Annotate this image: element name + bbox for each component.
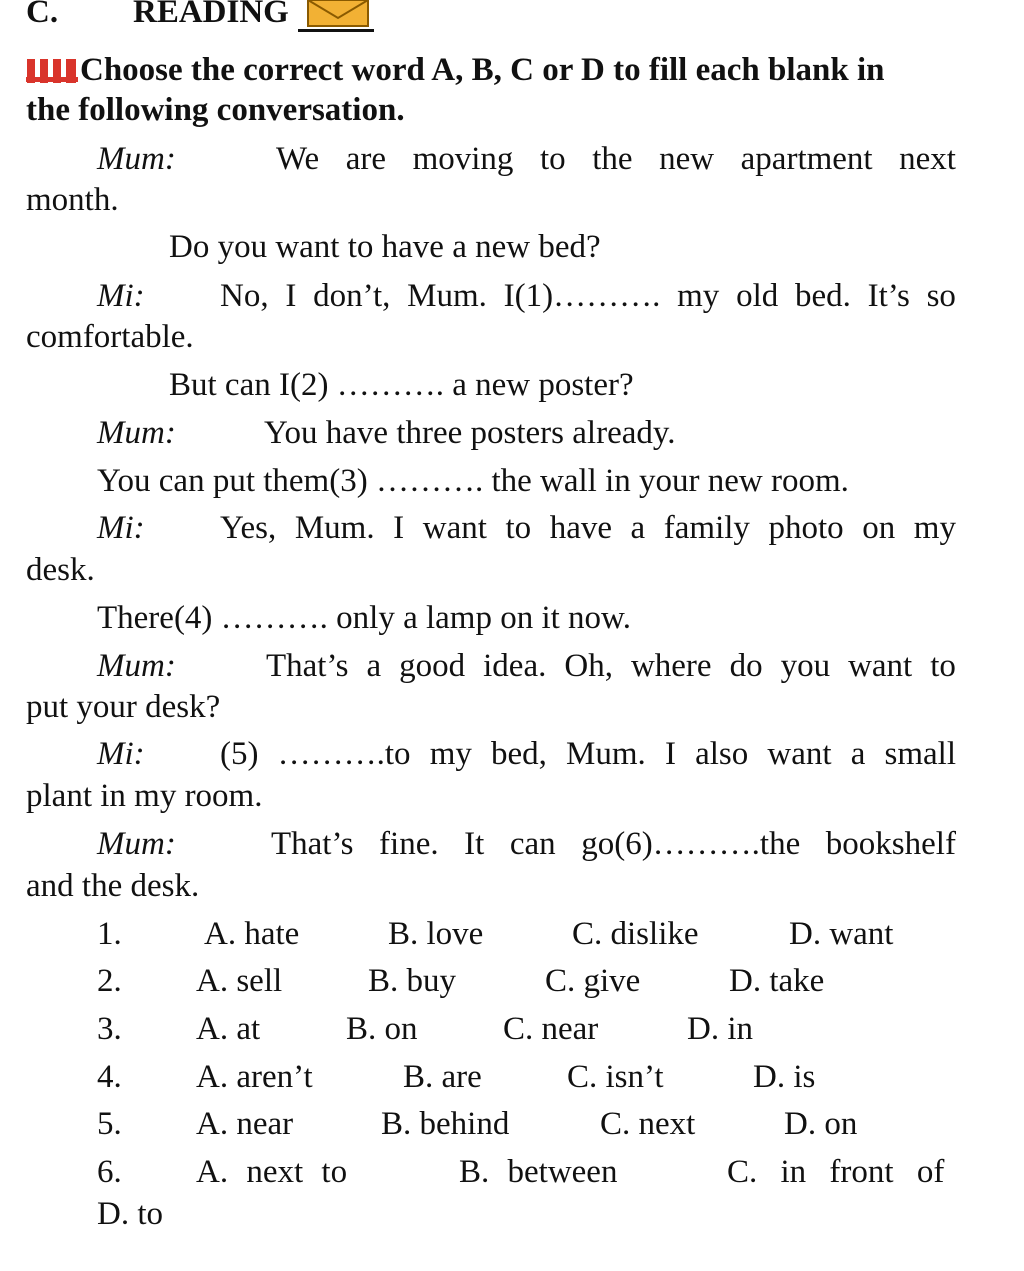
option-c: C. next [600,1106,696,1142]
word: my [913,510,956,546]
word: to [505,510,532,546]
word: good [399,648,466,684]
word: family [663,510,750,546]
word: (5) [220,736,259,772]
word: bookshelf [825,826,956,862]
question-number: 4. [97,1059,122,1095]
option-c: C. isn’t [567,1059,664,1095]
speaker-label: Mi: [97,510,145,546]
option-b: B. behind [381,1106,510,1142]
word: want [422,510,487,546]
word: fine. [379,826,439,862]
option-d: D. is [753,1059,816,1095]
word: I [285,278,297,314]
question-number: 5. [97,1106,122,1142]
dialogue-line [266,646,956,686]
word: I [393,510,405,546]
option-c: C. near [503,1011,599,1047]
word: We [276,141,320,177]
option-d: D. to [97,1196,163,1232]
option-c: C. in front of [727,1154,945,1190]
word: next [899,141,956,177]
blank-5: ……….to [277,736,411,772]
option-a: A. at [196,1011,261,1047]
word: Mum. [566,736,646,772]
option-b: B. on [346,1011,418,1047]
speaker-label: Mi: [97,736,145,772]
word: moving [412,141,514,177]
option-b: B. between [459,1154,618,1190]
option-a: A. sell [196,963,283,999]
option-a: A. next to [196,1154,348,1190]
dialogue-line-continuation: desk. [26,552,95,588]
exercise-icon [26,58,78,84]
word: my [429,736,472,772]
blank-6: go(6)……….the [581,826,801,862]
option-a: A. aren’t [196,1059,313,1095]
word: do [729,648,763,684]
word: you [780,648,831,684]
speaker-label: Mum: [97,141,176,177]
dialogue-line-continuation: put your desk? [26,689,221,725]
dialogue-line-continuation: comfortable. [26,319,194,355]
option-c: C. dislike [572,916,699,952]
word: want [848,648,913,684]
dialogue-line: You have three posters already. [264,415,676,451]
speaker-label: Mi: [97,278,145,314]
dialogue-line: Do you want to have a new bed? [169,229,601,265]
instruction-line-1: Choose the correct word A, B, C or D to fill each blank in [80,52,885,88]
question-number: 2. [97,963,122,999]
word: Oh, [564,648,613,684]
option-c: C. give [545,963,641,999]
option-b: B. buy [368,963,457,999]
option-d: D. want [789,916,894,952]
word: idea. [483,648,547,684]
word: the [592,141,633,177]
dialogue-line-blank-3: You can put them(3) ………. the wall in your new room. [97,463,849,499]
dialogue-line [220,734,956,774]
dialogue-line [220,276,956,316]
word: a [630,510,646,546]
word: have [549,510,612,546]
option-a: A. hate [204,916,300,952]
word: bed. [794,278,851,314]
word: where [630,648,712,684]
option-d: D. take [729,963,825,999]
instruction-line-2: the following conversation. [26,92,405,128]
word: also [695,736,749,772]
word: a [850,736,866,772]
envelope-icon [306,0,370,28]
word: That’s [271,826,354,862]
dialogue-line-continuation: plant in my room. [26,778,263,814]
dialogue-line-continuation: and the desk. [26,868,200,904]
word: on [862,510,896,546]
question-number: 3. [97,1011,122,1047]
question-number: 1. [97,916,122,952]
word: apartment [740,141,873,177]
word: are [345,141,387,177]
speaker-label: Mum: [97,826,176,862]
word: to [539,141,566,177]
dialogue-line-blank-2: But can I(2) ………. a new poster? [169,367,634,403]
word: so [926,278,956,314]
blank-1: I(1)………. [503,278,661,314]
option-b: B. are [403,1059,482,1095]
word: my [677,278,720,314]
word: Mum. [294,510,375,546]
word: small [884,736,956,772]
dialogue-line-continuation: month. [26,182,119,218]
word: Yes, [220,510,277,546]
word: want [767,736,832,772]
word: Mum. [407,278,487,314]
dialogue-line [220,508,956,548]
word: bed, [491,736,547,772]
dialogue-line [271,824,956,864]
word: don’t, [313,278,391,314]
option-a: A. near [196,1106,294,1142]
dialogue-line-blank-4: There(4) ………. only a lamp on it now. [97,600,631,636]
word: photo [768,510,844,546]
word: new [659,141,715,177]
option-d: D. on [784,1106,858,1142]
option-b: B. love [388,916,484,952]
speaker-label: Mum: [97,648,176,684]
question-number: 6. [97,1154,122,1190]
option-d: D. in [687,1011,753,1047]
dialogue-line [276,139,956,179]
word: can [509,826,556,862]
word: No, [220,278,269,314]
section-letter: C. [26,0,59,30]
speaker-label: Mum: [97,415,176,451]
word: a [366,648,382,684]
word: to [930,648,956,684]
word: I [664,736,676,772]
title-underline [298,29,374,32]
word: It’s [867,278,910,314]
word: It [464,826,485,862]
word: That’s [266,648,349,684]
section-title: READING [133,0,289,30]
word: old [736,278,779,314]
